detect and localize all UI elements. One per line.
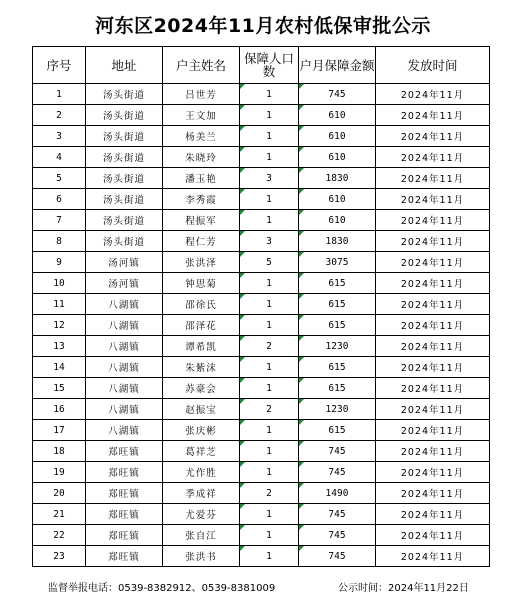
cell-index: 14 [33, 357, 86, 378]
cell-payment-time: 2024年11月 [376, 336, 490, 357]
cell-householder-name: 朱紫沫 [163, 357, 240, 378]
table-row [33, 147, 490, 168]
table-row [33, 168, 490, 189]
cell-householder-name: 王文加 [163, 105, 240, 126]
cell-index: 4 [33, 147, 86, 168]
cell-covered-persons: 2 [240, 483, 299, 504]
cell-householder-name: 吕世芳 [163, 84, 240, 105]
cell-address: 汤头街道 [86, 189, 163, 210]
cell-address: 八湖镇 [86, 336, 163, 357]
table-row [33, 231, 490, 252]
cell-covered-persons: 5 [240, 252, 299, 273]
table-row [33, 462, 490, 483]
table-header-row [33, 47, 490, 84]
cell-index: 10 [33, 273, 86, 294]
table-row [33, 504, 490, 525]
cell-address: 汤头街道 [86, 105, 163, 126]
cell-monthly-amount: 610 [299, 147, 376, 168]
cell-householder-name: 苏豪会 [163, 378, 240, 399]
cell-index: 6 [33, 189, 86, 210]
cell-monthly-amount: 3075 [299, 252, 376, 273]
cell-householder-name: 尤作胜 [163, 462, 240, 483]
cell-monthly-amount: 615 [299, 420, 376, 441]
cell-payment-time: 2024年11月 [376, 231, 490, 252]
cell-payment-time: 2024年11月 [376, 357, 490, 378]
cell-householder-name: 谭希凯 [163, 336, 240, 357]
cell-payment-time: 2024年11月 [376, 546, 490, 567]
table-row [33, 399, 490, 420]
cell-monthly-amount: 615 [299, 357, 376, 378]
cell-covered-persons: 1 [240, 84, 299, 105]
cell-address: 郑旺镇 [86, 462, 163, 483]
cell-monthly-amount: 610 [299, 210, 376, 231]
cell-covered-persons: 1 [240, 147, 299, 168]
header-monthly-amount: 户月保障金额 [299, 47, 376, 84]
cell-householder-name: 葛祥芝 [163, 441, 240, 462]
cell-monthly-amount: 1230 [299, 399, 376, 420]
cell-index: 5 [33, 168, 86, 189]
approval-table [32, 46, 490, 567]
cell-payment-time: 2024年11月 [376, 168, 490, 189]
cell-monthly-amount: 1490 [299, 483, 376, 504]
cell-monthly-amount: 1230 [299, 336, 376, 357]
cell-address: 郑旺镇 [86, 546, 163, 567]
cell-monthly-amount: 615 [299, 294, 376, 315]
cell-index: 18 [33, 441, 86, 462]
cell-covered-persons: 1 [240, 441, 299, 462]
cell-monthly-amount: 1830 [299, 168, 376, 189]
cell-covered-persons: 1 [240, 315, 299, 336]
cell-covered-persons: 3 [240, 231, 299, 252]
table-row [33, 252, 490, 273]
table-row [33, 105, 490, 126]
cell-address: 八湖镇 [86, 294, 163, 315]
table-row [33, 357, 490, 378]
cell-monthly-amount: 745 [299, 546, 376, 567]
cell-address: 郑旺镇 [86, 525, 163, 546]
table-row [33, 273, 490, 294]
cell-index: 7 [33, 210, 86, 231]
cell-index: 1 [33, 84, 86, 105]
cell-payment-time: 2024年11月 [376, 378, 490, 399]
cell-monthly-amount: 745 [299, 504, 376, 525]
table-row [33, 315, 490, 336]
header-index: 序号 [33, 47, 86, 84]
cell-address: 郑旺镇 [86, 483, 163, 504]
cell-payment-time: 2024年11月 [376, 147, 490, 168]
table-row [33, 84, 490, 105]
cell-payment-time: 2024年11月 [376, 420, 490, 441]
cell-address: 八湖镇 [86, 357, 163, 378]
cell-index: 2 [33, 105, 86, 126]
table-row [33, 546, 490, 567]
cell-householder-name: 李秀霞 [163, 189, 240, 210]
cell-householder-name: 尤爱芬 [163, 504, 240, 525]
cell-monthly-amount: 745 [299, 84, 376, 105]
cell-payment-time: 2024年11月 [376, 504, 490, 525]
cell-index: 11 [33, 294, 86, 315]
cell-index: 19 [33, 462, 86, 483]
cell-covered-persons: 2 [240, 336, 299, 357]
table-row [33, 126, 490, 147]
table-row [33, 525, 490, 546]
cell-covered-persons: 1 [240, 504, 299, 525]
cell-address: 汤头街道 [86, 231, 163, 252]
cell-index: 23 [33, 546, 86, 567]
cell-payment-time: 2024年11月 [376, 189, 490, 210]
cell-monthly-amount: 745 [299, 525, 376, 546]
cell-householder-name: 季成祥 [163, 483, 240, 504]
cell-address: 汤头街道 [86, 147, 163, 168]
cell-householder-name: 邵泽花 [163, 315, 240, 336]
table-row [33, 294, 490, 315]
cell-covered-persons: 1 [240, 420, 299, 441]
cell-address: 汤头街道 [86, 168, 163, 189]
cell-covered-persons: 1 [240, 546, 299, 567]
hotline-text: 监督举报电话：0539-8382912、0539-8381009 [48, 583, 276, 594]
cell-monthly-amount: 610 [299, 189, 376, 210]
cell-address: 郑旺镇 [86, 504, 163, 525]
table-row [33, 336, 490, 357]
cell-payment-time: 2024年11月 [376, 273, 490, 294]
cell-covered-persons: 2 [240, 399, 299, 420]
cell-address: 八湖镇 [86, 378, 163, 399]
cell-index: 16 [33, 399, 86, 420]
cell-householder-name: 赵振宝 [163, 399, 240, 420]
cell-covered-persons: 1 [240, 462, 299, 483]
publish-date-text: 公示时间：2024年11月22日 [338, 583, 469, 594]
cell-monthly-amount: 615 [299, 378, 376, 399]
cell-householder-name: 朱晓玲 [163, 147, 240, 168]
cell-payment-time: 2024年11月 [376, 441, 490, 462]
table-row [33, 210, 490, 231]
cell-covered-persons: 1 [240, 525, 299, 546]
cell-householder-name: 张自江 [163, 525, 240, 546]
cell-index: 9 [33, 252, 86, 273]
header-address: 地址 [86, 47, 163, 84]
cell-address: 汤河镇 [86, 273, 163, 294]
cell-payment-time: 2024年11月 [376, 462, 490, 483]
cell-covered-persons: 3 [240, 168, 299, 189]
cell-address: 八湖镇 [86, 420, 163, 441]
cell-index: 15 [33, 378, 86, 399]
cell-householder-name: 张洪书 [163, 546, 240, 567]
cell-index: 3 [33, 126, 86, 147]
cell-index: 21 [33, 504, 86, 525]
page-title: 河东区2024年11月农村低保审批公示 [95, 15, 431, 37]
cell-payment-time: 2024年11月 [376, 126, 490, 147]
cell-payment-time: 2024年11月 [376, 525, 490, 546]
cell-index: 22 [33, 525, 86, 546]
cell-householder-name: 张洪泽 [163, 252, 240, 273]
table-row [33, 378, 490, 399]
cell-address: 八湖镇 [86, 315, 163, 336]
cell-householder-name: 钟思菊 [163, 273, 240, 294]
cell-householder-name: 潘玉艳 [163, 168, 240, 189]
cell-covered-persons: 1 [240, 210, 299, 231]
cell-payment-time: 2024年11月 [376, 315, 490, 336]
cell-address: 汤头街道 [86, 84, 163, 105]
table-row [33, 189, 490, 210]
cell-monthly-amount: 610 [299, 126, 376, 147]
table-body [33, 84, 490, 567]
cell-index: 13 [33, 336, 86, 357]
cell-payment-time: 2024年11月 [376, 210, 490, 231]
cell-covered-persons: 1 [240, 273, 299, 294]
cell-payment-time: 2024年11月 [376, 294, 490, 315]
cell-householder-name: 程仁芳 [163, 231, 240, 252]
header-covered-persons: 保障人口数 [240, 47, 299, 84]
cell-address: 郑旺镇 [86, 441, 163, 462]
cell-monthly-amount: 745 [299, 462, 376, 483]
cell-covered-persons: 1 [240, 378, 299, 399]
cell-address: 八湖镇 [86, 399, 163, 420]
cell-payment-time: 2024年11月 [376, 399, 490, 420]
cell-address: 汤头街道 [86, 126, 163, 147]
cell-covered-persons: 1 [240, 294, 299, 315]
cell-householder-name: 邵徐氏 [163, 294, 240, 315]
cell-monthly-amount: 1830 [299, 231, 376, 252]
header-householder-name: 户主姓名 [163, 47, 240, 84]
cell-index: 17 [33, 420, 86, 441]
cell-householder-name: 张庆彬 [163, 420, 240, 441]
cell-index: 20 [33, 483, 86, 504]
cell-covered-persons: 1 [240, 189, 299, 210]
cell-monthly-amount: 745 [299, 441, 376, 462]
table-row [33, 483, 490, 504]
cell-payment-time: 2024年11月 [376, 105, 490, 126]
cell-payment-time: 2024年11月 [376, 483, 490, 504]
cell-monthly-amount: 615 [299, 315, 376, 336]
cell-address: 汤头街道 [86, 210, 163, 231]
table-row [33, 441, 490, 462]
cell-address: 汤河镇 [86, 252, 163, 273]
cell-householder-name: 杨美兰 [163, 126, 240, 147]
cell-index: 8 [33, 231, 86, 252]
table-row [33, 420, 490, 441]
cell-covered-persons: 1 [240, 105, 299, 126]
cell-covered-persons: 1 [240, 357, 299, 378]
cell-covered-persons: 1 [240, 126, 299, 147]
cell-monthly-amount: 610 [299, 105, 376, 126]
header-payment-time: 发放时间 [376, 47, 490, 84]
cell-payment-time: 2024年11月 [376, 84, 490, 105]
cell-payment-time: 2024年11月 [376, 252, 490, 273]
cell-householder-name: 程振军 [163, 210, 240, 231]
cell-monthly-amount: 615 [299, 273, 376, 294]
cell-index: 12 [33, 315, 86, 336]
